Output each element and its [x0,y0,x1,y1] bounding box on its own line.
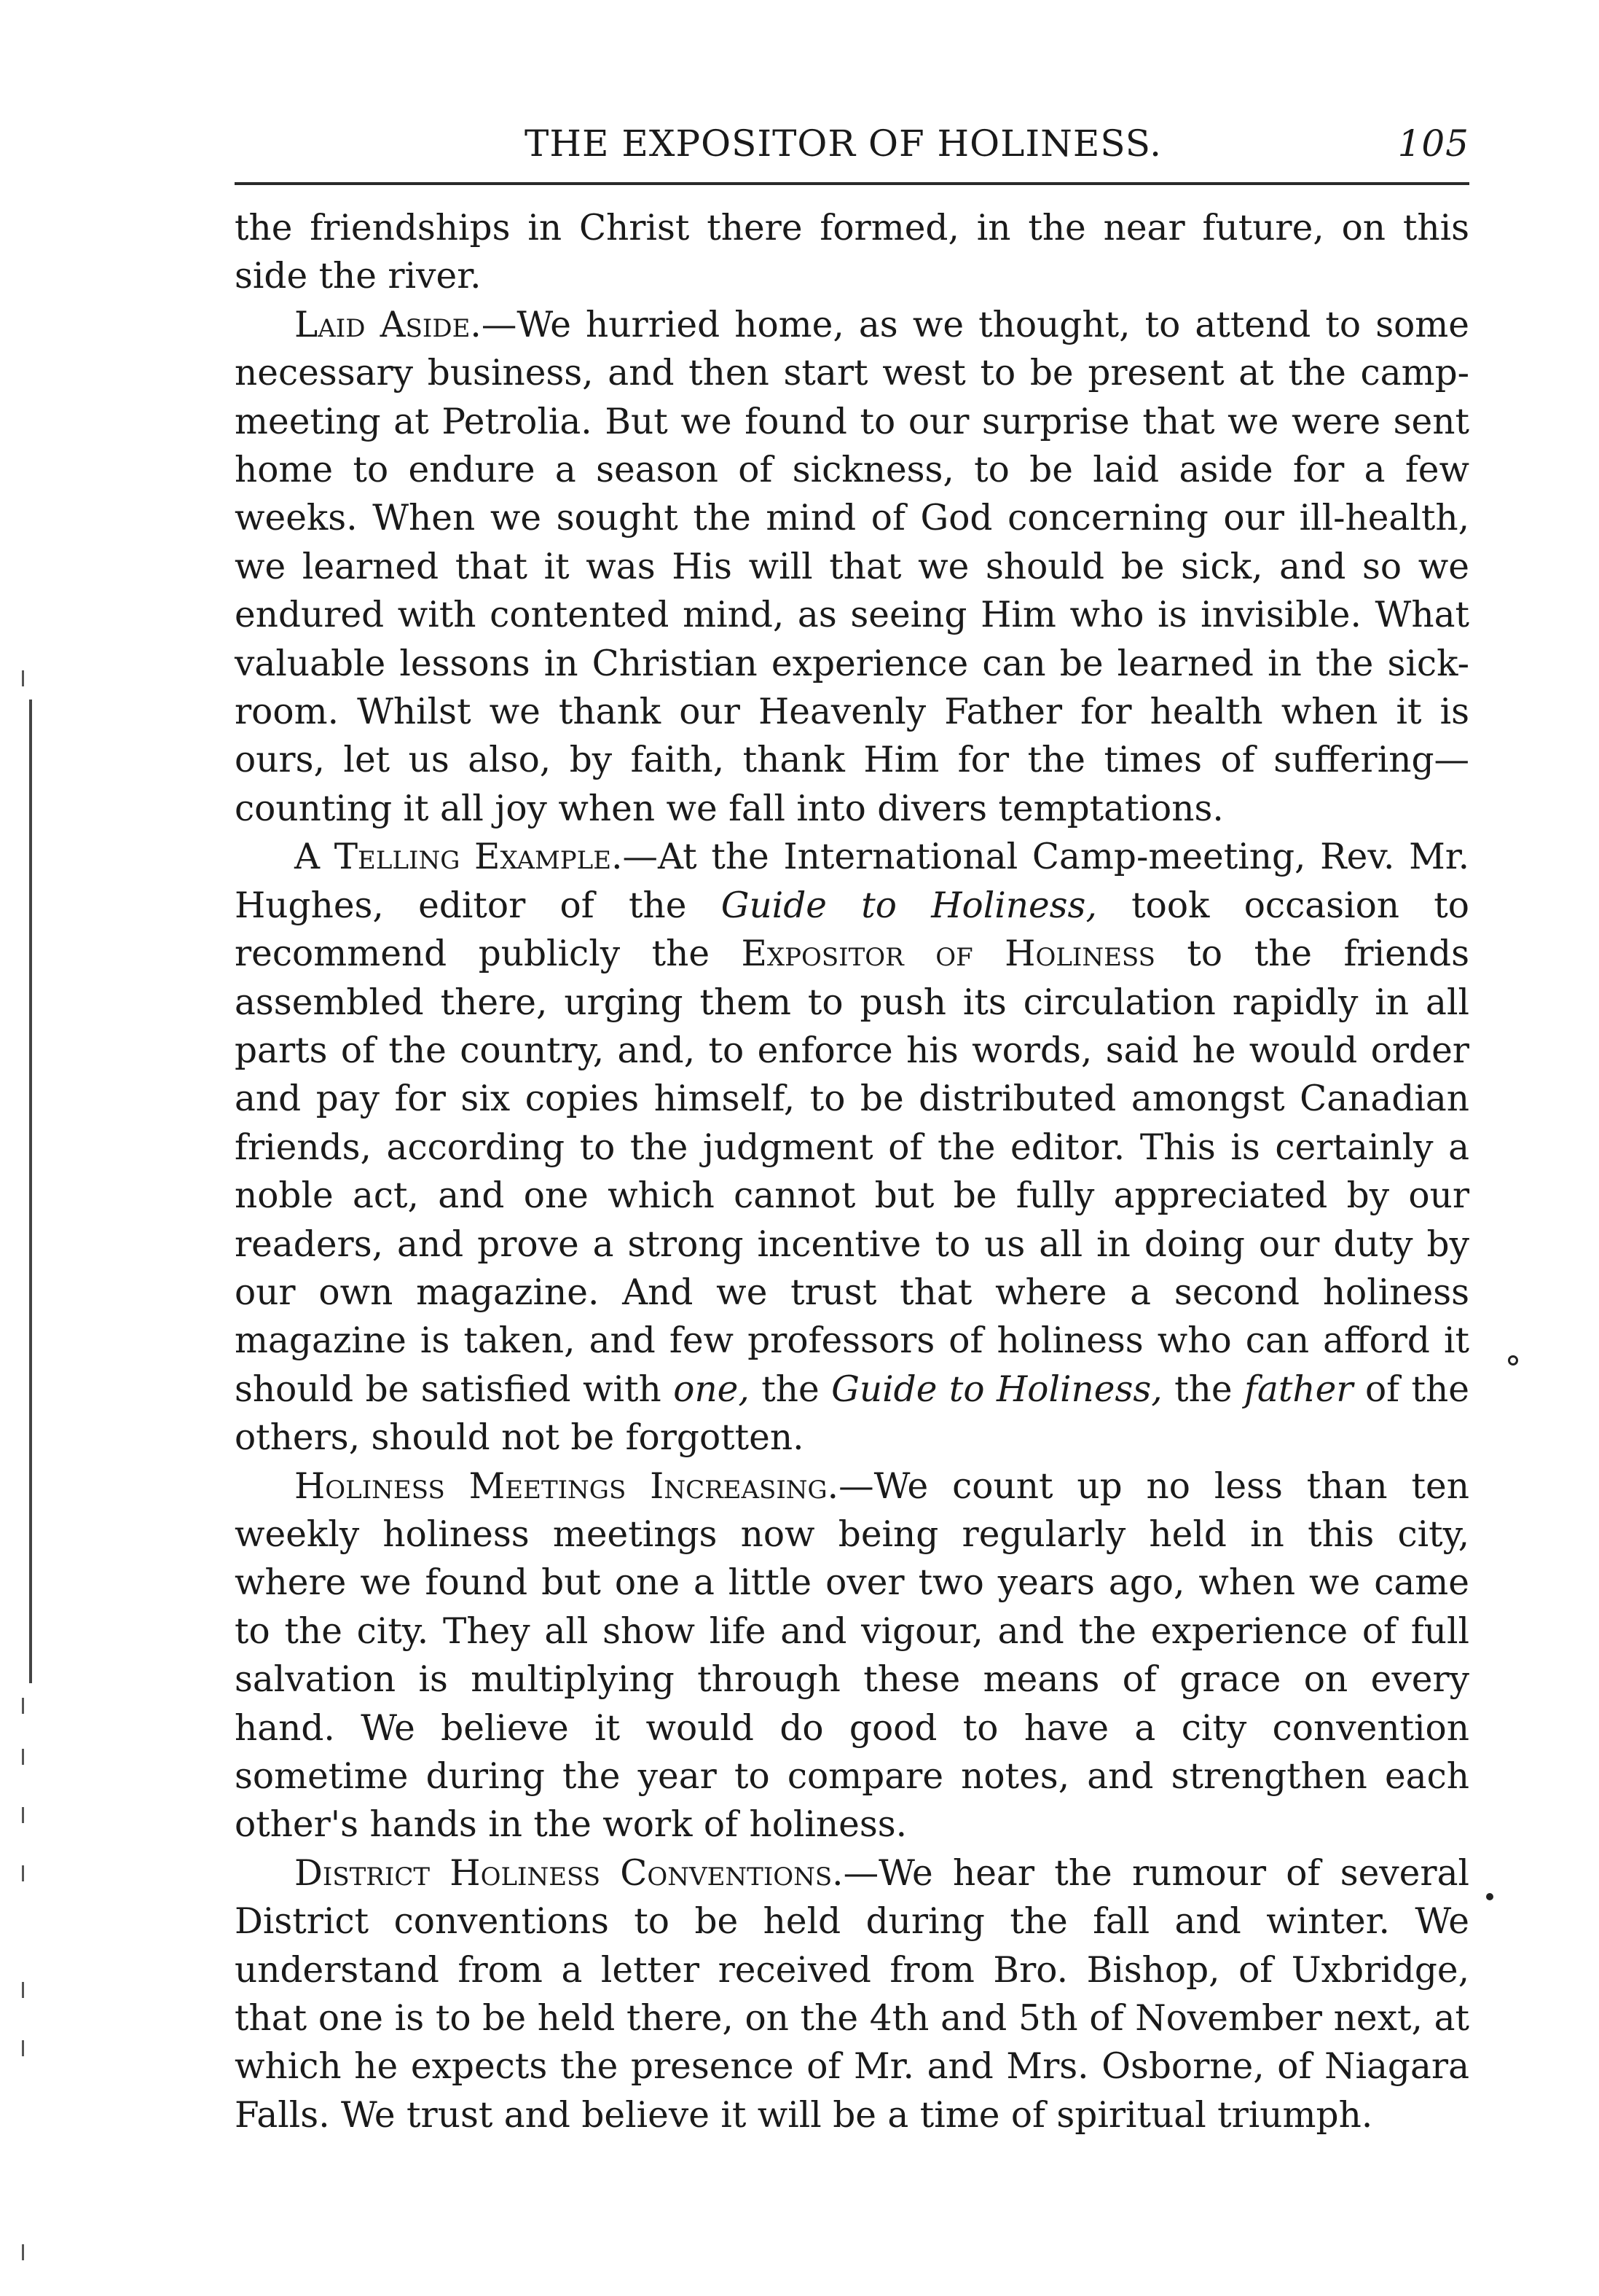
running-header [235,109,1469,175]
dash: — [622,836,658,878]
section-body-part: At the International Camp-meeting, Rev. Mr. Hughes, editor of the [235,836,1470,926]
section-district-conventions [235,1849,1469,2139]
section-body-part: of the others, should not be forgotten. [235,1368,1469,1459]
section-body: We hurried home, as we thought, to attend to some necessary business, and then start west to be present at the camp-meeting at Petrolia. But we found to our surprise that we were sent home to endure a season of sickness, to be laid aside for a few weeks. When we sought the mind of God concerning our ill-health, we learned that it was His will that we should be sick, and so we endured with contented mind, as seeing Him who is invisible. What valuable lessons in Christian experience can be learned in the sick-room. Whilst we thank our Heavenly Father for health when it is ours, let us also, by faith, thank Him for the times of suffering—counting it all joy when we fall into divers temptations. [235,304,1469,829]
margin-binding-line [29,700,32,1683]
italic-title: Guide to Holiness, [720,885,1097,926]
section-body-part: the [749,1368,832,1410]
dash: — [838,1465,874,1507]
intro-text: the friendships in Christ there formed, in the near future, on this side the river. [235,208,1469,297]
section-body: We hear the rumour of several District conventions to be held during the fall and winter. We understand from a letter received from Bro. Bishop, of Uxbridge, that one is to be held there, on the 4th and 5th of November next, at which he expects the presence of Mr. and Mrs. Osborne, of Niagara Falls. We trust and believe it will be a time of spiritual triumph. [235,1852,1469,2136]
section-heading: District Holiness Conventions. [294,1852,844,1894]
section-body-part: the [1162,1368,1244,1410]
dash: — [481,304,517,345]
italic-title: Guide to Holiness, [831,1368,1163,1410]
magazine-name: Expositor of Holiness [741,933,1155,975]
margin-mark [22,1982,24,1998]
margin-mark [22,1865,24,1881]
page-number: 105 [1397,122,1469,165]
margin-dot [1486,1893,1493,1900]
margin-mark [22,1807,24,1823]
running-title: THE EXPOSITOR OF HOLINESS. [525,122,1163,165]
italic-word: father [1244,1368,1354,1410]
page [235,109,1470,2136]
section-body: We count up no less than ten weekly holiness meetings now being regularly held in this city, where we found but one a little over two years ago, when we came to the city. They all show life and vigour, and the experience of full salvation is multiplying through these means of grace on every hand. We believe it would do good to have a city convention sometime during the year to compare notes, and strengthen each other's hands in the work of holiness. [235,1465,1469,1846]
dash: — [843,1852,879,1894]
section-body-part: took occasion to recommend publicly the [235,885,1469,975]
section-heading: Holiness Meetings Increasing. [294,1465,839,1507]
intro-paragraph [235,204,1469,301]
section-heading: Laid Aside. [294,304,482,345]
italic-word: one, [673,1368,750,1410]
margin-mark [22,670,24,686]
article-body [235,204,1469,2139]
section-telling-example [235,833,1469,1462]
section-holiness-meetings [235,1462,1469,1849]
section-laid-aside [235,301,1469,833]
header-rule [235,182,1469,185]
section-heading: A Telling Example. [294,836,623,878]
margin-mark [22,1698,24,1714]
section-body-part: to the friends assembled there, urging them to push its circulation rapidly in all parts of the country, and, to enforce his words, said he would order and pay for six copies himself, to be distributed amongst Canadian friends, according to the judgment of the editor. This is certainly a noble act, and one which cannot but be fully appreciated by our readers, and prove a strong incentive to us all in doing our duty by our own magazine. And we trust that where a second holiness magazine is taken, and few professors of holiness who can afford it should be satisfied with [235,933,1469,1410]
margin-dot [1508,1355,1518,1366]
margin-mark [22,2244,24,2260]
margin-mark [22,2040,24,2056]
margin-mark [22,1749,24,1765]
